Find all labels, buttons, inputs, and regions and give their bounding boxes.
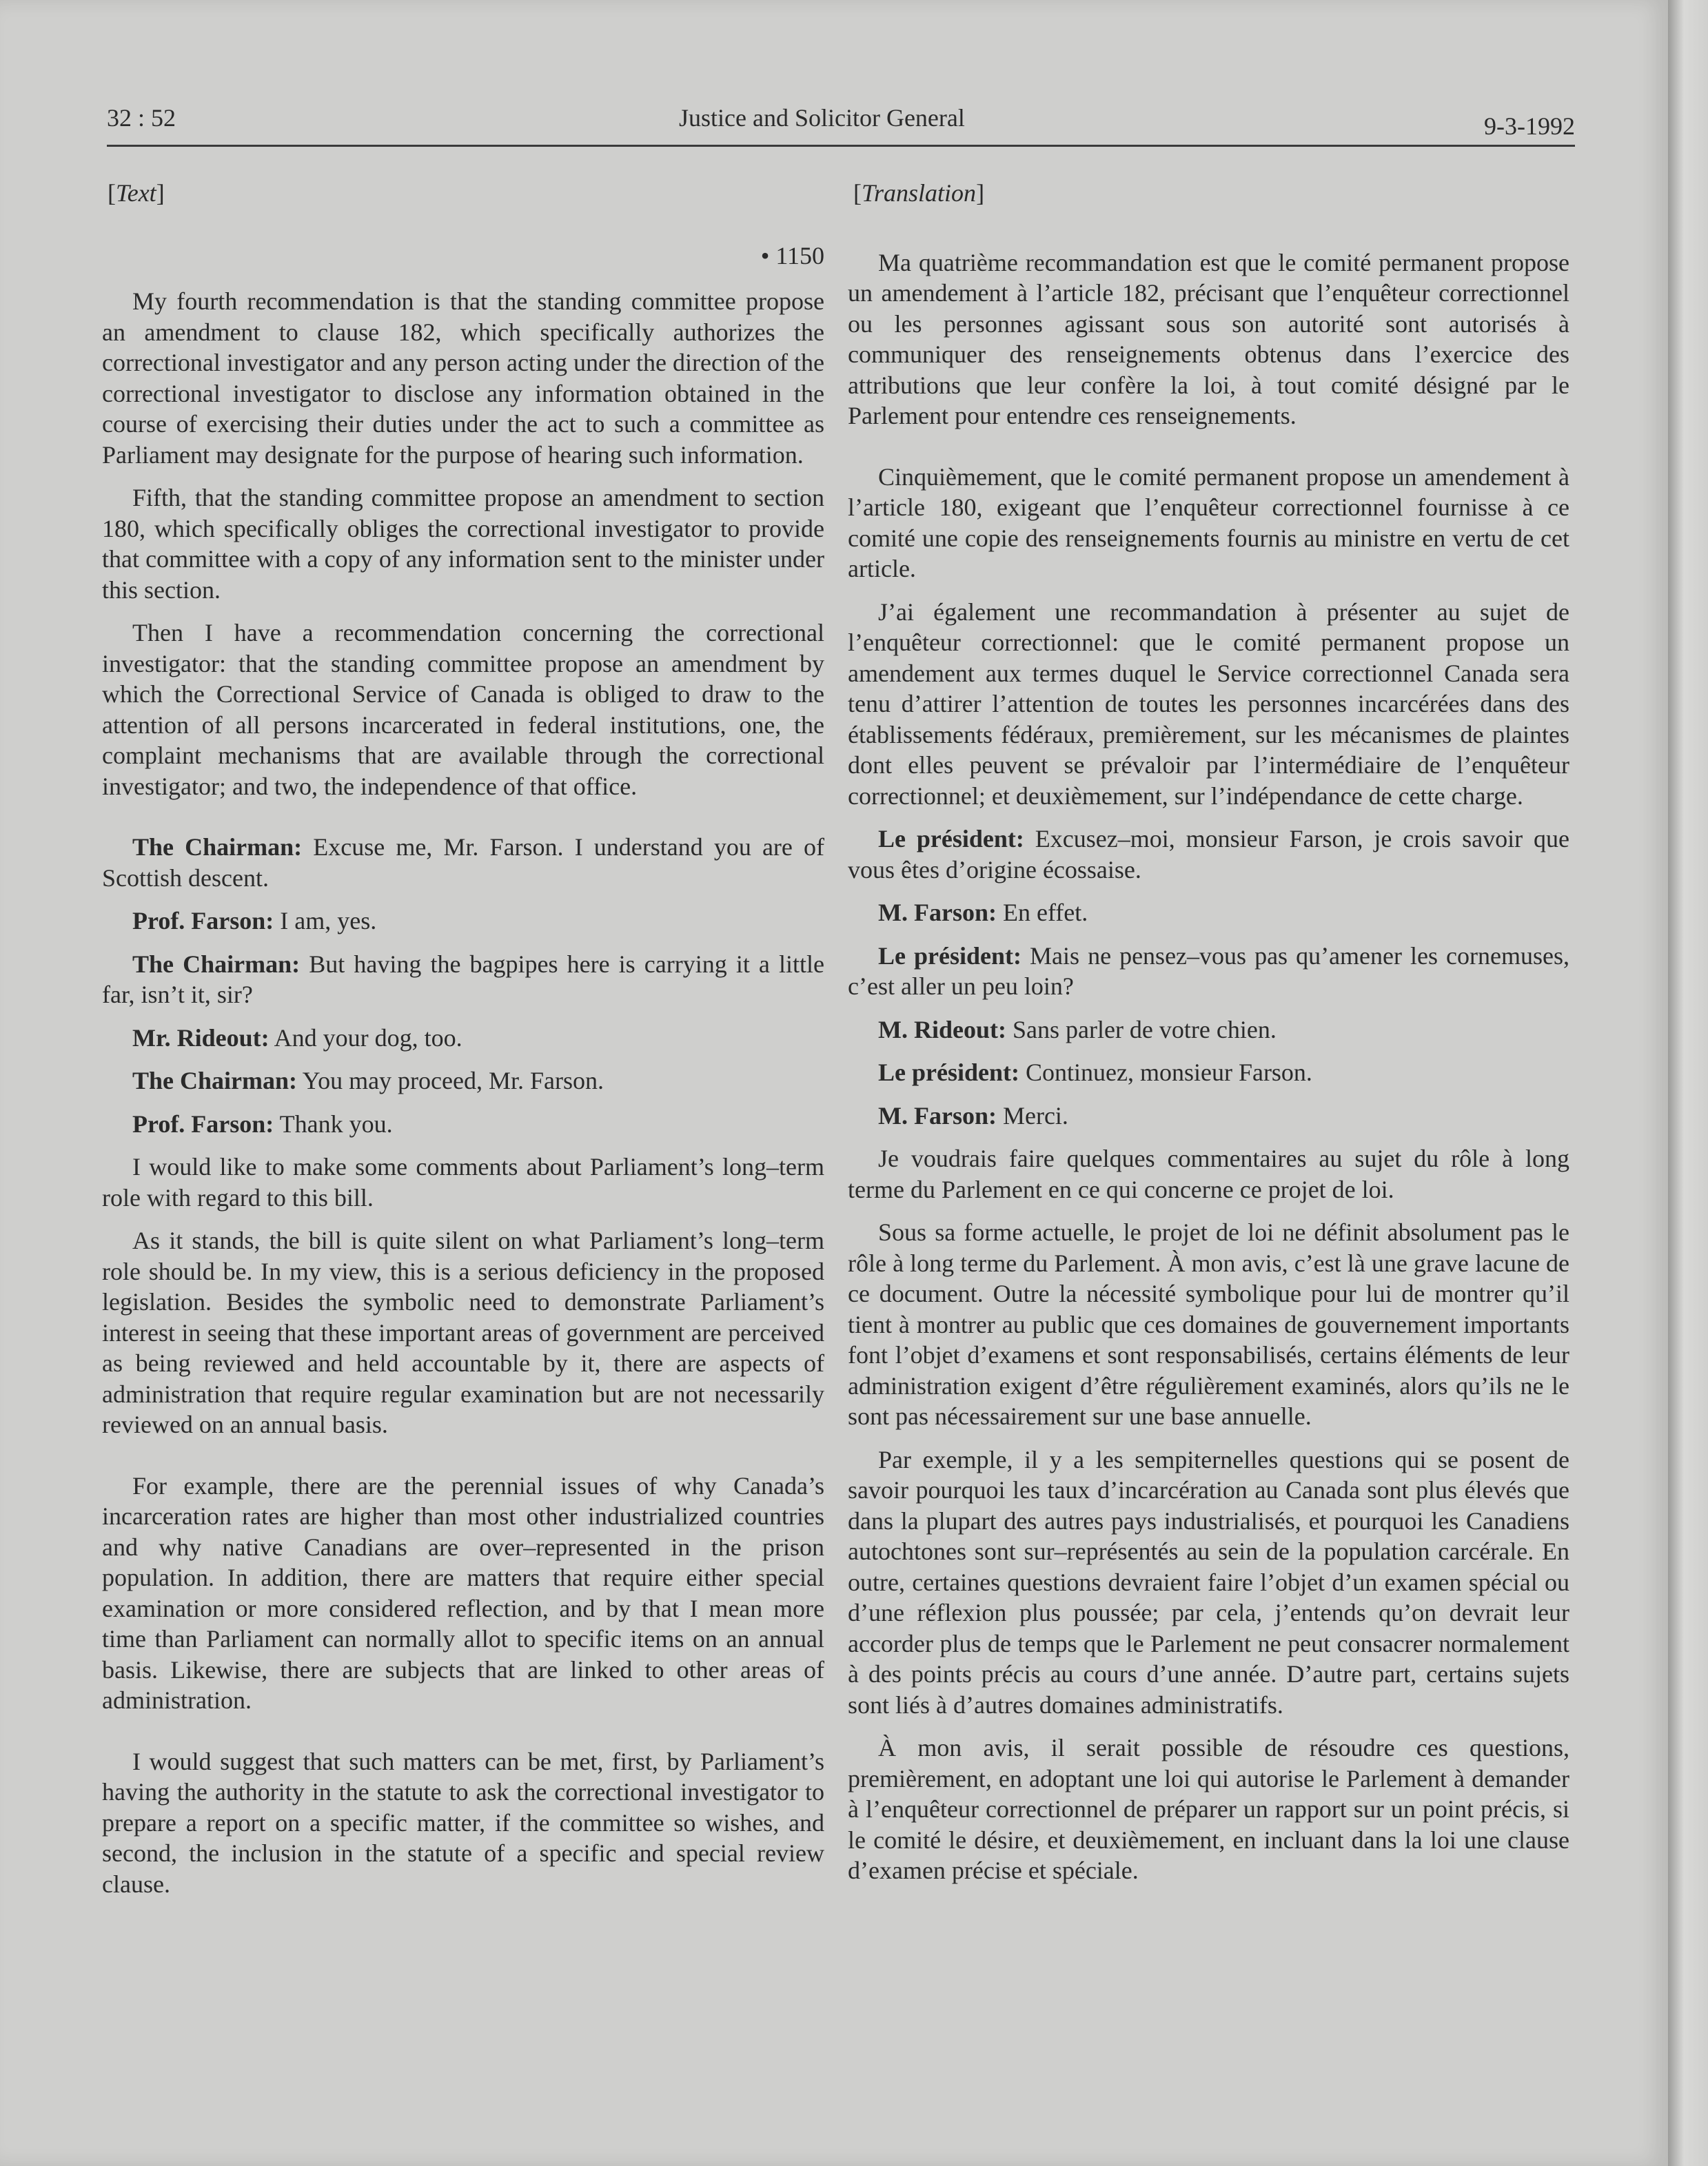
timestamp: • 1150 (760, 241, 824, 269)
dialogue-line: M. Rideout: Sans parler de votre chien. (878, 1015, 1277, 1043)
paragraph: Par exemple, il y a les sempiternelles questions qui se posent de savoir pourquoi les taux d’incarcération au Canada sont plus élevés que dans la plupart des autres pays industrialisés, et pourquoi les Canadiens autochtones sont sur–représentés au sein de la population carcérale. En outre, certaines questions devraient faire l’objet d’un examen spécial ou d’une réflexion plus poussée; par cela, j’entends qu’on devrait leur accorder plus de temps que le Parlement ne peut consacrer normalement à des points précis au cours d’une année. D’autre part, certains sujets sont liés à d’autres domaines administratifs. (848, 1445, 1569, 1719)
paragraph: Cinquièmement, que le comité permanent propose un amendement à l’article 180, exigeant que l’enquêteur correctionnel fournisse à ce comité une copie des renseignements fournis au ministre en vertu de cet article. (848, 462, 1569, 582)
speaker: Prof. Farson: (132, 907, 274, 934)
paragraph: I would like to make some comments about Parliament’s long–term role with regard to this bill. (102, 1153, 824, 1212)
column-label: [Translation] (853, 179, 985, 207)
speaker: Le président: (878, 825, 1024, 852)
paragraph: Fifth, that the standing committee propose an amendment to section 180, which specifically obliges the correctional investigator to provide that committee with a copy of any information sent to the minister under this section. (102, 484, 824, 604)
english-column (102, 178, 824, 1912)
speaker: Prof. Farson: (132, 1110, 274, 1138)
speaker: M. Farson: (878, 1101, 997, 1130)
paragraph: Ma quatrième recommandation est que le comité permanent propose un amendement à l’article 182, précisant que l’enquêteur correctionnel ou les personnes agissant sous son autorité sont autorisés à communiquer des renseignements obtenus dans l’exercice des attributions que leur confère la loi, à tout comité désigné par le Parlement pour entendre ces renseignements. (848, 248, 1569, 429)
speaker: The Chairman: (132, 833, 303, 861)
page-header (107, 103, 1575, 147)
paragraph: Je voudrais faire quelques commentaires au sujet du rôle à long terme du Parlement en ce qui concerne ce projet de loi. (848, 1145, 1569, 1203)
french-column (848, 178, 1569, 1899)
speaker: M. Rideout: (878, 1015, 1006, 1043)
dialogue-line: M. Farson: En effet. (878, 899, 1088, 926)
paragraph: As it stands, the bill is quite silent on what Parliament’s long–term role should be. In my view, this is a serious deficiency in the proposed legislation. Besides the symbolic need to demonstrate Parliament’s interest in seeing that these important areas of government are perceived as being reviewed and held accountable by it, there are aspects of administration that require regular examination but are not necessarily reviewed on an annual basis. (102, 1227, 824, 1438)
dialogue-line: Le président: Mais ne pensez–vous pas qu’amener les cornemuses, c’est aller un peu loin? (848, 941, 1569, 1000)
paragraph: Then I have a recommendation concerning the correctional investigator: that the standing committee propose an amendment by which the Correctional Service of Canada is obliged to draw to the attention of all persons incarcerated in federal institutions, one, the complaint mechanisms that are available through the correctional investigator; and two, the independence of that office. (102, 619, 824, 800)
paragraph: My fourth recommendation is that the standing committee propose an amendment to clause 182, which specifically authorizes the correctional investigator and any person acting under the direction of the correctional investigator to disclose any information obtained in the course of exercising their duties under the act to such a committee as Parliament may designate for the purpose of hearing such information. (102, 287, 824, 469)
speaker: Le président: (878, 1059, 1019, 1086)
dialogue-line: Mr. Rideout: And your dog, too. (132, 1023, 462, 1052)
paragraph: Sous sa forme actuelle, le projet de loi ne définit absolument pas le rôle à long terme du Parlement. À mon avis, c’est là une grave lacune de ce document. Outre la nécessité symbolique pour lui de montrer qu’il tient à montrer au public que ces domaines de gouvernement importants font l’objet d’examens et sont responsabilisés, certains éléments de leur administration exigent d’être régulièrement examinés, alors qu’ils ne le sont pas nécessairement sur une base annuelle. (848, 1218, 1569, 1430)
dialogue-line: Le président: Excusez–moi, monsieur Farson, je crois savoir que vous êtes d’origine écossaise. (848, 825, 1569, 883)
paragraph: À mon avis, il serait possible de résoudre ces questions, premièrement, en adoptant une loi qui autorise le Parlement à demander à l’enquêteur correctionnel de préparer un rapport sur un point précis, si le comité le désire, et deuxièmement, en incluant dans la loi une clause d’examen précise et spéciale. (848, 1734, 1569, 1884)
dialogue-line: The Chairman: You may proceed, Mr. Farson. (132, 1067, 604, 1094)
paragraph: J’ai également une recommandation à présenter au sujet de l’enquêteur correctionnel: que le comité permanent propose un amendement aux termes duquel le Service correctionnel Canada sera tenu d’attirer l’attention de toutes les personnes incarcérées dans des établissements fédéraux, premièrement, sur les mécanismes de plaintes dont elles peuvent se prévaloir par l’intermédiaire de l’enquêteur correctionnel; et deuxièmement, sur l’indépendance de cette charge. (848, 597, 1569, 810)
speaker: Le président: (878, 941, 1022, 970)
publication-date: 9-3-1992 (1484, 112, 1575, 140)
paragraph: For example, there are the perennial issues of why Canada’s incarceration rates are higher than most other industrialized countries and why native Canadians are over–represented in the prison population. In addition, there are matters that require either special examination or more considered reflection, and by that I mean more time than Parliament can normally allot to specific items on an annual basis. Likewise, there are subjects that are linked to other areas of administration. (102, 1471, 824, 1714)
dialogue-line: The Chairman: But having the bagpipes here is carrying it a little far, isn’t it, sir? (102, 950, 824, 1008)
dialogue-line: Prof. Farson: Thank you. (132, 1110, 393, 1138)
speaker: The Chairman: (132, 1067, 298, 1094)
dialogue-line: Prof. Farson: I am, yes. (132, 907, 377, 934)
dialogue-line: The Chairman: Excuse me, Mr. Farson. I understand you are of Scottish descent. (102, 833, 825, 892)
publication-title: Justice and Solicitor General (679, 104, 965, 132)
column-label: [Text] (108, 179, 165, 207)
page-edge (1668, 0, 1708, 2166)
speaker: The Chairman: (132, 950, 301, 978)
page-number: 32 : 52 (107, 104, 176, 132)
dialogue-line: M. Farson: Merci. (878, 1101, 1068, 1130)
speaker: M. Farson: (878, 899, 997, 926)
speaker: Mr. Rideout: (132, 1023, 270, 1052)
paragraph: I would suggest that such matters can be met, first, by Parliament’s having the authority in the statute to ask the correctional investigator to prepare a report on a specific matter, if the committee so wishes, and second, the inclusion in the statute of a specific and special review clause. (102, 1747, 824, 1898)
dialogue-line: Le président: Continuez, monsieur Farson. (878, 1059, 1312, 1086)
